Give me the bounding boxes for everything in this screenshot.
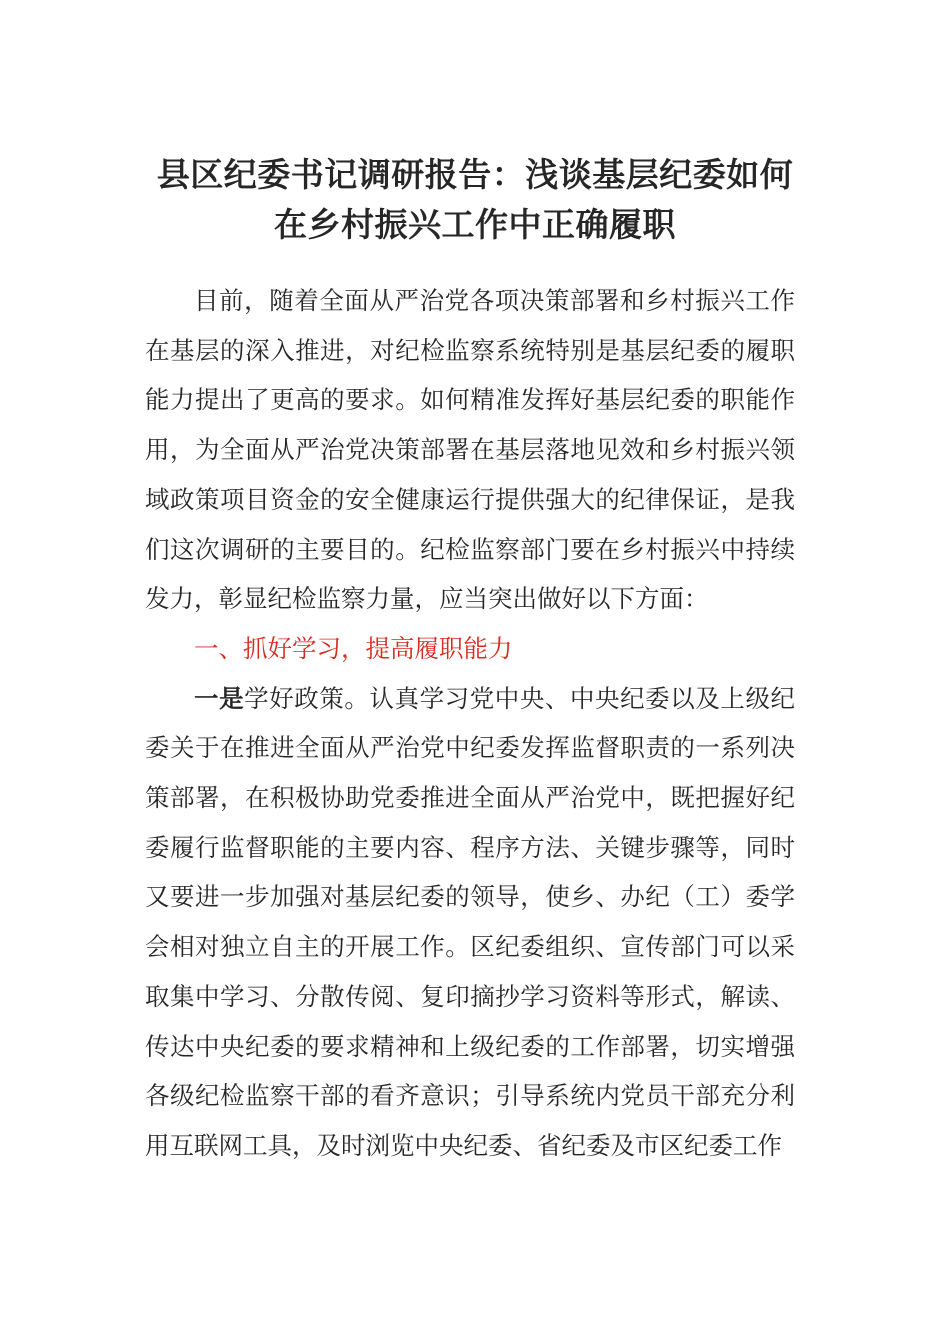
- paragraph-text: 学好政策。认真学习党中央、中央纪委以及上级纪委关于在推进全面从严治党中纪委发挥监督职责的一系列决策部署，在积极协助党委推进全面从严治党中，既把握好纪委履行监督职能的主要内容、程序方法、关键步骤等，同时又要进一步加强对基层纪委的领导，使乡、办纪（工）委学会相对独立自主的开展工作。区纪委组织、宣传部门可以采取集中学习、分散传阅、复印摘抄学习资料等形式，解读、传达中央纪委的要求精神和上级纪委的工作部署，切实增强各级纪检监察干部的看齐意识；引导系统内党员干部充分利用互联网工具，及时浏览中央纪委、省纪委及市区纪委工作: [145, 683, 796, 1160]
- section-heading: 一、抓好学习，提高履职能力: [194, 633, 513, 663]
- title-line-2: 在乡村振兴工作中正确履职: [274, 205, 676, 244]
- document-title: [120, 150, 830, 250]
- study-policy-paragraph: [145, 674, 795, 1171]
- document-body: [145, 276, 795, 1171]
- title-line-1: 县区纪委书记调研报告：浅谈基层纪委如何: [156, 155, 794, 194]
- intro-paragraph: 目前，随着全面从严治党各项决策部署和乡村振兴工作在基层的深入推进，对纪检监察系统特别是基层纪委的履职能力提出了更高的要求。如何精准发挥好基层纪委的职能作用，为全面从严治党决策部署在基层落地见效和乡村振兴领域政策项目资金的安全健康运行提供强大的纪律保证，是我们这次调研的主要目的。纪检监察部门要在乡村振兴中持续发力，彰显纪检监察力量，应当突出做好以下方面：: [145, 286, 795, 614]
- paragraph-lead: 一是: [194, 683, 245, 713]
